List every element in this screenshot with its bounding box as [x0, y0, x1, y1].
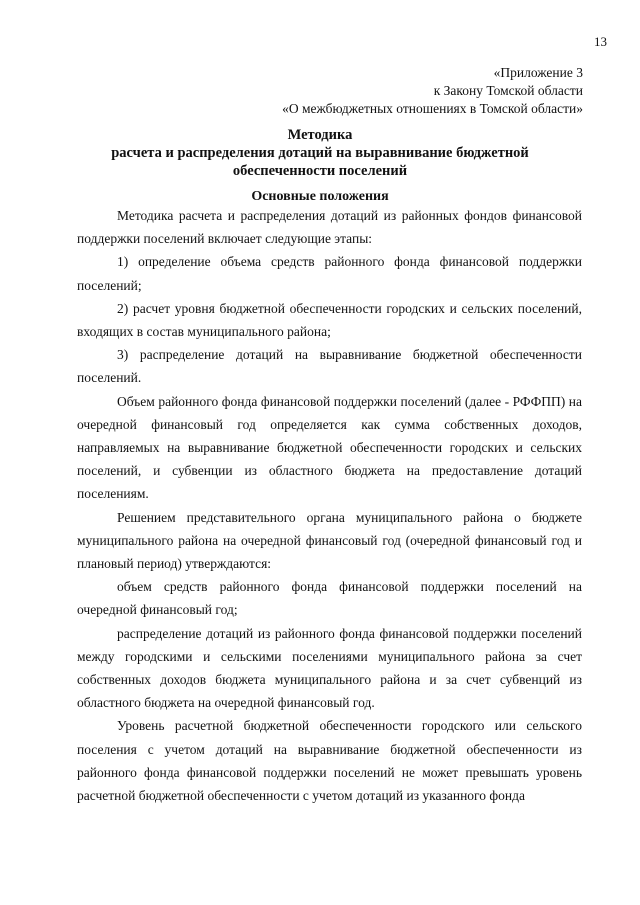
paragraph: Методика расчета и распределения дотаций из районных фондов финансовой поддержки поселений включает следующие этапы:	[77, 208, 582, 247]
paragraph: распределение дотаций из районного фонда финансовой поддержки поселений между городскими и сельскими поселениями муниципального района за счет собственных доходов бюджета муниципального района и за счет субвенций из областного бюджета на очередной финансовый год.	[77, 625, 582, 711]
section-title: Основные положения	[251, 189, 389, 204]
paragraph: объем средств районного фонда финансовой поддержки поселений на очередной финансовый год;	[77, 579, 582, 618]
paragraph: 1) определение объема средств районного фонда финансовой поддержки поселений;	[77, 254, 582, 293]
appendix-line-2: к Закону Томской области	[433, 83, 583, 98]
paragraph: 3) распределение дотаций на выравнивание бюджетной обеспеченности поселений.	[77, 347, 582, 386]
paragraph: Решением представительного органа муниципального района о бюджете муниципального района на очередной финансовый год (очередной финансовый год и плановый период) утверждаются:	[77, 509, 582, 572]
paragraph: Уровень расчетной бюджетной обеспеченности городского или сельского поселения с учетом дотаций на выравнивание бюджетной обеспеченности из районного фонда финансовой поддержки поселений не может превышать уровень расчетной бюджетной обеспеченности с учетом дотаций из указанного фонда	[77, 718, 582, 804]
body-text	[77, 204, 582, 807]
appendix-line-1: «Приложение 3	[493, 65, 583, 80]
paragraph: Объем районного фонда финансовой поддержки поселений (далее - РФФПП) на очередной финансовый год определяется как сумма собственных доходов, направляемых на выравнивание бюджетной обеспеченности городских и сельских поселений, и субвенции из областного бюджета на предоставление дотаций поселениям.	[77, 393, 582, 502]
page-number: 13	[594, 34, 607, 49]
document-title	[0, 126, 640, 180]
appendix-line-3: «О межбюджетных отношениях в Томской области»	[282, 101, 583, 116]
title-line-1: Методика	[287, 127, 353, 143]
title-line-2: расчета и распределения дотаций на выравнивание бюджетной	[111, 145, 529, 161]
paragraph: 2) расчет уровня бюджетной обеспеченности городских и сельских поселений, входящих в состав муниципального района;	[77, 300, 582, 340]
title-line-3: обеспеченности поселений	[232, 163, 408, 179]
appendix-header	[282, 64, 583, 118]
